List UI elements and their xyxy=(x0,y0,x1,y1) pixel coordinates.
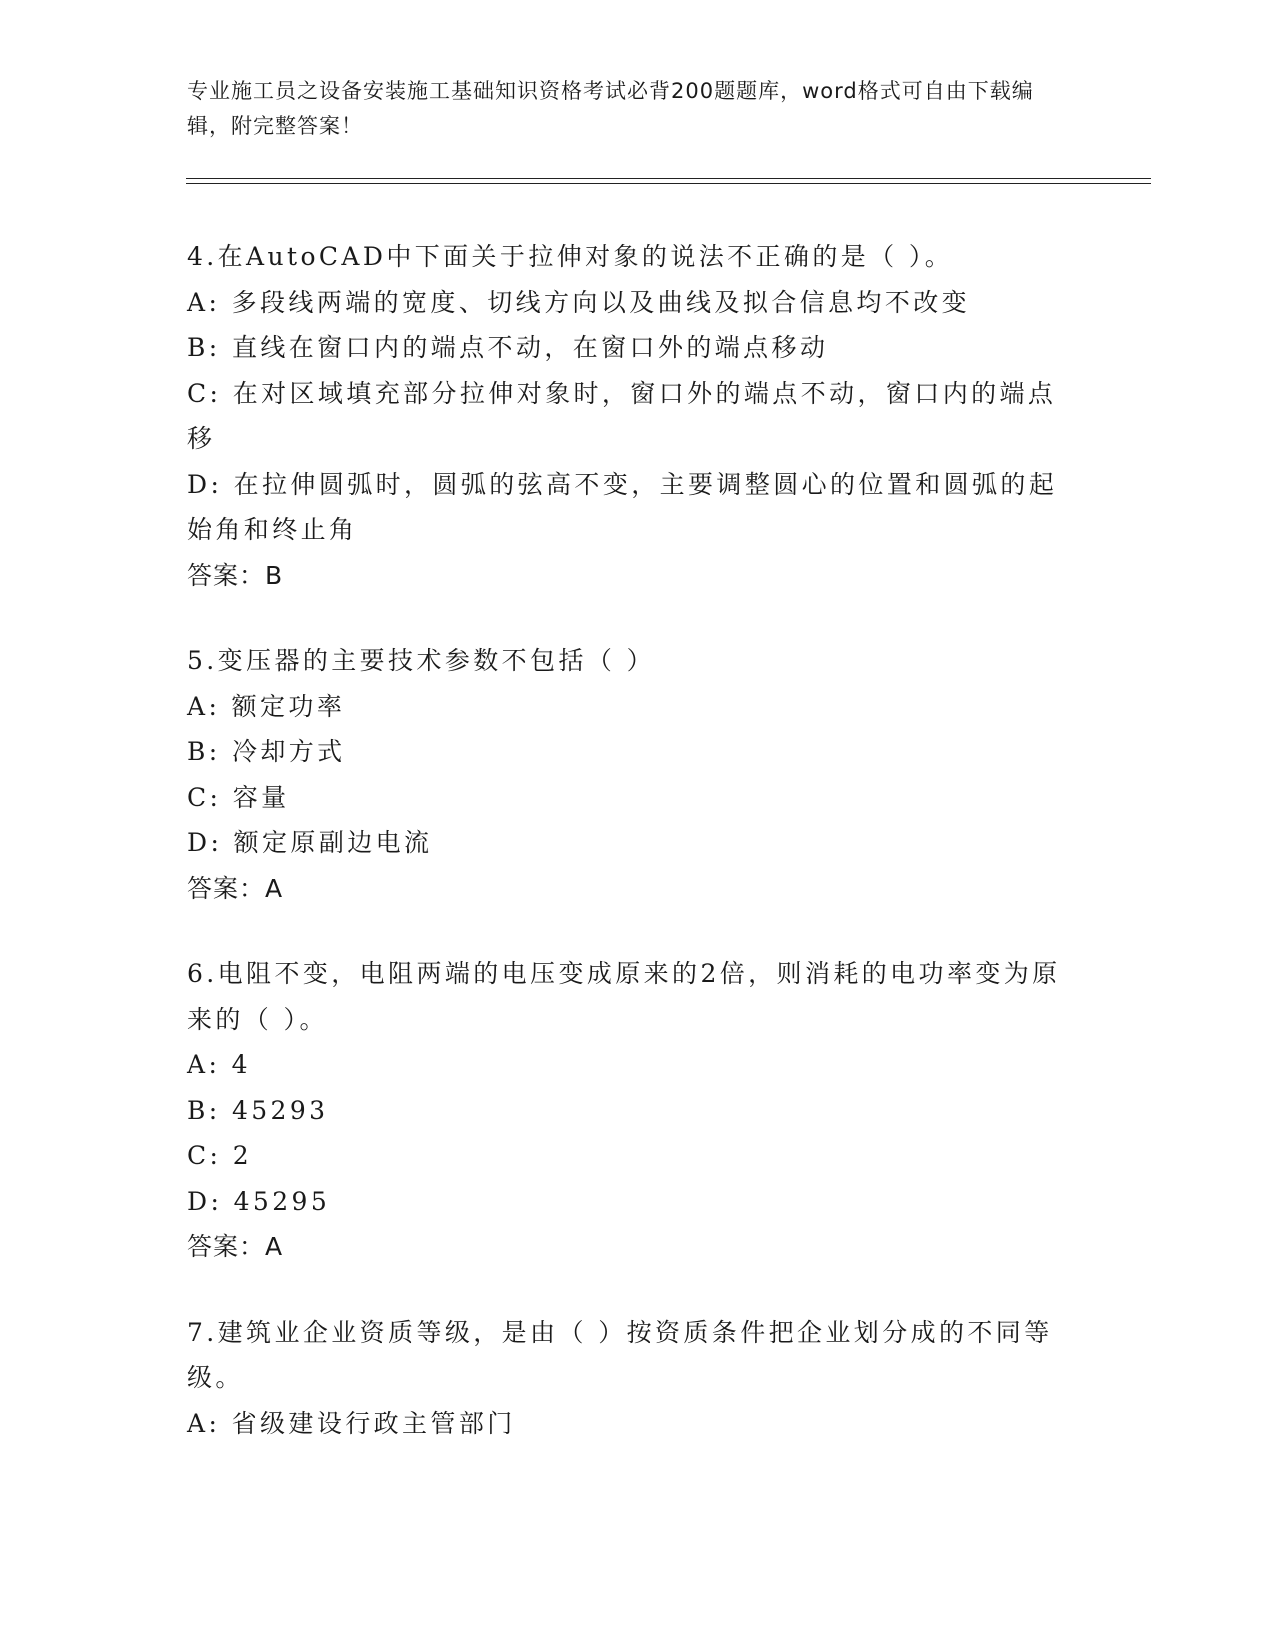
question-stem: 4.在AutoCAD中下面关于拉伸对象的说法不正确的是（ ）。 xyxy=(187,242,954,271)
option-b: B: 45293 xyxy=(187,1095,329,1125)
option-a: A: 额定功率 xyxy=(187,691,346,721)
option-c: C: 容量 xyxy=(187,782,290,812)
option-c: C: 2 xyxy=(187,1141,253,1170)
option-c: C: 在对区域填充部分拉伸对象时，窗口外的端点不动，窗口内的端点移 xyxy=(187,378,1057,453)
question-block xyxy=(187,951,1077,1270)
question-block xyxy=(187,1310,1077,1447)
header-double-rule xyxy=(186,178,1151,184)
answer-line: 答案：A xyxy=(187,873,284,903)
option-d: D: 在拉伸圆弧时，圆弧的弦高不变，主要调整圆心的位置和圆弧的起始角和终止角 xyxy=(187,469,1058,544)
question-stem: 6.电阻不变，电阻两端的电压变成原来的2倍，则消耗的电功率变为原来的（ ）。 xyxy=(187,959,1061,1034)
option-a: A: 4 xyxy=(187,1050,251,1079)
question-stem: 5.变压器的主要技术参数不包括（ ） xyxy=(187,646,656,675)
option-a: A: 省级建设行政主管部门 xyxy=(187,1408,516,1438)
document-header: 专业施工员之设备安装施工基础知识资格考试必背200题题库，word格式可自由下载编辑，附完整答案！ xyxy=(187,79,1034,138)
option-d: D: 45295 xyxy=(187,1186,331,1216)
question-stem: 7.建筑业企业资质等级，是由（ ）按资质条件把企业划分成的不同等级。 xyxy=(187,1317,1053,1392)
answer-line: 答案：A xyxy=(187,1232,284,1261)
option-a: A: 多段线两端的宽度、切线方向以及曲线及拟合信息均不改变 xyxy=(187,287,971,317)
question-list xyxy=(187,234,1077,1486)
option-d: D: 额定原副边电流 xyxy=(187,828,433,857)
option-b: B: 冷却方式 xyxy=(187,737,346,766)
answer-line: 答案：B xyxy=(187,560,284,590)
question-block xyxy=(187,234,1077,598)
option-b: B: 直线在窗口内的端点不动，在窗口外的端点移动 xyxy=(187,333,829,362)
question-block xyxy=(187,638,1077,911)
